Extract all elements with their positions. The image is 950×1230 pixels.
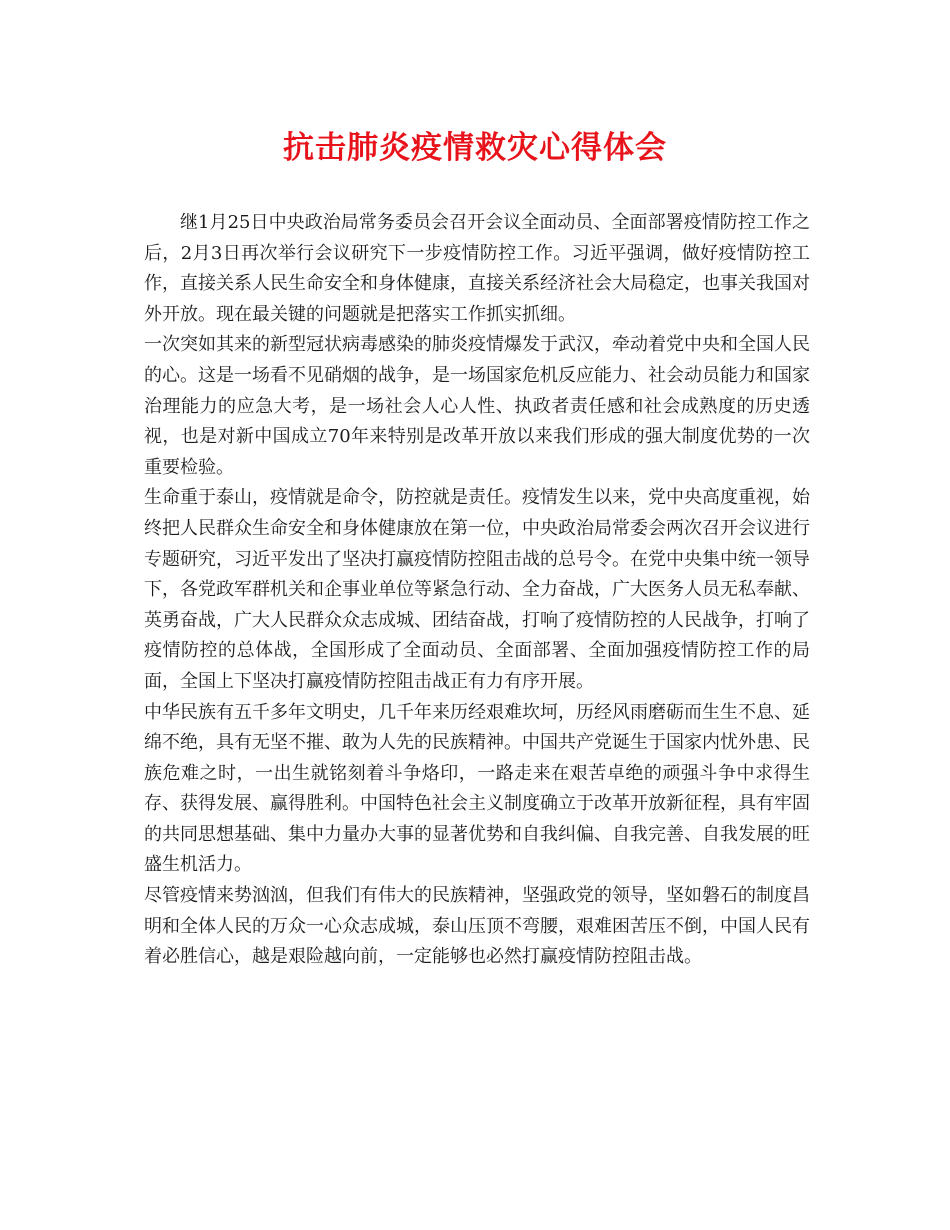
document-title: 抗击肺炎疫情救灾心得体会 [283,130,667,166]
paragraph-1: 继1月25日中央政治局常务委员会召开会议全面动员、全面部署疫情防控工作之后，2月3日再次举行会议研究下一步疫情防控工作。习近平强调，做好疫情防控工作，直接关系人民生命安全和身体健康，直接关系经济社会大局稳定，也事关我国对外开放。现在最关键的问题就是把落实工作抓实抓细。 [144,212,810,325]
paragraph-2: 一次突如其来的新型冠状病毒感染的肺炎疫情爆发于武汉，牵动着党中央和全国人民的心。这是一场看不见硝烟的战争，是一场国家危机反应能力、社会动员能力和国家治理能力的应急大考，是一场社会人心人性、执政者责任感和社会成熟度的历史透视，也是对新中国成立70年来特别是改革开放以来我们形成的强大制度优势的一次重要检验。 [144,334,810,478]
paragraph-3: 生命重于泰山，疫情就是命令，防控就是责任。疫情发生以来，党中央高度重视，始终把人民群众生命安全和身体健康放在第一位，中央政治局常委会两次召开会议进行专题研究，习近平发出了坚决打赢疫情防控阻击战的总号令。在党中央集中统一领导下，各党政军群机关和企事业单位等紧急行动、全力奋战，广大医务人员无私奉献、英勇奋战，广大人民群众众志成城、团结奋战，打响了疫情防控的人民战争，打响了疫情防控的总体战，全国形成了全面动员、全面部署、全面加强疫情防控工作的局面，全国上下坚决打赢疫情防控阻击战正有力有序开展。 [144,487,810,692]
paragraph-5: 尽管疫情来势汹汹，但我们有伟大的民族精神，坚强政党的领导，坚如磐石的制度昌明和全体人民的万众一心众志成城，泰山压顶不弯腰，艰难困苦压不倒，中国人民有着必胜信心，越是艰险越向前，一定能够也必然打赢疫情防控阻击战。 [144,885,810,968]
document-body [144,208,810,973]
paragraph-4: 中华民族有五千多年文明史，几千年来历经艰难坎坷，历经风雨磨砺而生生不息、延绵不绝，具有无坚不摧、敢为人先的民族精神。中国共产党诞生于国家内忧外患、民族危难之时，一出生就铭刻着斗争烙印，一路走来在艰苦卓绝的顽强斗争中求得生存、获得发展、赢得胜利。中国特色社会主义制度确立于改革开放新征程，具有牢固的共同思想基础、集中力量办大事的显著优势和自我纠偏、自我完善、自我发展的旺盛生机活力。 [144,701,810,876]
